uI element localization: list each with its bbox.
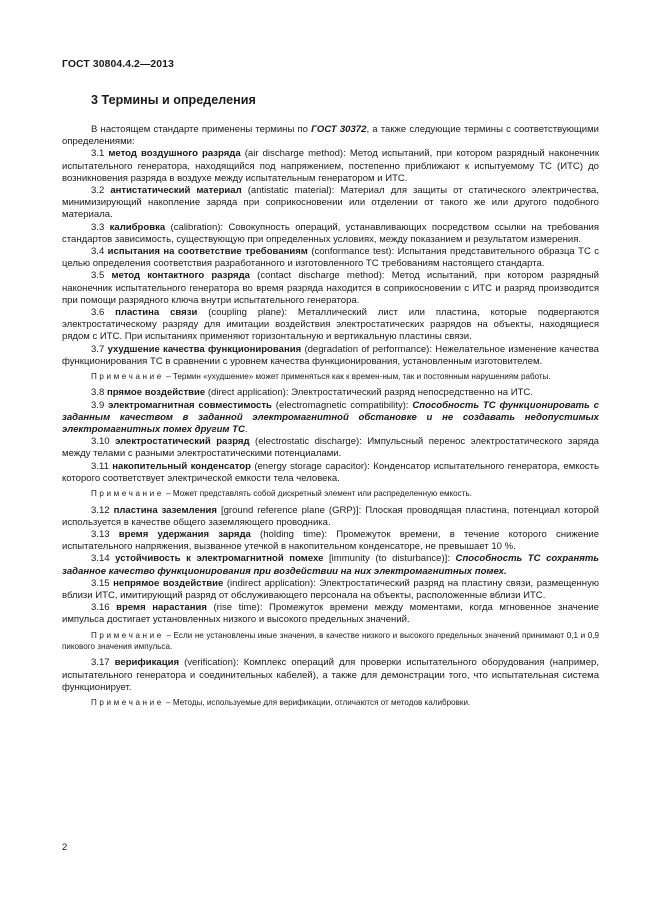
term-definition: [immunity (to disturbance)]: xyxy=(323,553,456,565)
term-number: 3.13 xyxy=(91,528,119,540)
term-name: метод контактного разряда xyxy=(111,270,250,282)
term-name: электромагнитная совместимость xyxy=(108,399,272,411)
term-number: 3.9 xyxy=(91,399,109,411)
note-4 xyxy=(62,697,599,708)
term-number: 3.14 xyxy=(91,553,116,565)
term-3-10 xyxy=(62,436,599,460)
term-definition: (rise time): Промежуток времени между моментами, когда мгновенное значение импульса достигает установленных низкого и высокого предельных значений. xyxy=(62,602,599,626)
term-definition: (indirect application): Электростатический разряд на пластину связи, размещенную вблизи ИТС, имитирующий разряд от обслуживающего персонала на объекты, расположенные вблизи ИТС. xyxy=(62,577,600,601)
term-3-17 xyxy=(62,657,599,694)
note-label: Примечание xyxy=(91,489,164,499)
term-name: пластина связи xyxy=(115,307,198,319)
term-number: 3.8 xyxy=(91,387,107,399)
intro-text-end: , а также следующие термины с соответствующими определениями: xyxy=(62,124,599,148)
section-title: 3 Термины и определения xyxy=(91,93,256,107)
term-definition: (calibration): Совокупность операций, устанавливающих посредством ссылки на требования стандартов зависимость, существующую при определенных условиях, между показанием и результатом измерения. xyxy=(62,221,599,245)
term-name: накопительный конденсатор xyxy=(112,460,251,472)
term-number: 3.15 xyxy=(91,577,114,589)
note-3 xyxy=(62,630,599,653)
term-emphasis: Способность ТС функционировать с заданным качеством в заданной электромагнитной обстановке и не создавать недопустимых электромагнитных помех другим ТС xyxy=(62,399,599,436)
intro-text: В настоящем стандарте применены термины по xyxy=(91,124,312,135)
term-number: 3.11 xyxy=(91,460,113,472)
term-definition: (antistatic material): Материал для защиты от статического электричества, минимизирующий накопление заряда при соприкосновении или отделении от такого же или другого подобного материала. xyxy=(62,185,599,221)
term-number: 3.17 xyxy=(91,657,115,669)
term-name: прямое воздействие xyxy=(106,387,206,399)
term-definition: (energy storage capacitor): Конденсатор испытательного генератора, емкость которого соответствует электрической емкости тела человека. xyxy=(62,460,599,484)
term-number: 3.5 xyxy=(91,270,112,282)
term-number: 3.2 xyxy=(91,185,111,197)
term-3-3 xyxy=(62,222,599,246)
term-number: 3.3 xyxy=(91,221,110,233)
note-text: – Если не установлены иные значения, в качестве низкого и высокого предельных значений принимают 0,1 и 0,9 пикового значения импульса. xyxy=(62,630,599,651)
term-name: верификация xyxy=(114,657,180,669)
term-3-13 xyxy=(62,529,599,553)
term-number: 3.7 xyxy=(91,343,108,355)
note-text: – Методы, используемые для верификации, отличаются от методов калибровки. xyxy=(163,697,471,707)
term-name: испытания на соответствие требованиям xyxy=(107,246,308,258)
term-number: 3.1 xyxy=(91,148,109,160)
term-definition: (degradation of performance): Нежелательное изменение качества функционирования ТС в сравнении с уровнем качества функционирования, установленным изготовителем. xyxy=(62,343,599,367)
term-emphasis: Способность ТС сохранять заданное качество функционирования при воздействии на них электромагнитных помех. xyxy=(62,553,600,577)
term-name: время удержания заряда xyxy=(118,528,251,540)
term-name: метод воздушного разряда xyxy=(108,148,241,160)
term-number: 3.4 xyxy=(91,246,108,258)
note-label: Примечание xyxy=(91,697,164,707)
term-3-4 xyxy=(62,246,599,270)
term-tail: . xyxy=(244,424,248,436)
term-definition: [ground reference plane (GRP)]: Плоская проводящая пластина, потенциал которой используется в качестве общего заземляющего проводника. xyxy=(62,504,599,528)
term-definition: (contact discharge method): Метод испытаний, при котором разрядный наконечник испытательного генератора во время разряда находится в соприкосновении с ИТС и разряд производится при помощи разрядного ключа внутри испытательного генератора. xyxy=(62,270,599,306)
term-number: 3.6 xyxy=(91,307,116,319)
page-number: 2 xyxy=(62,842,68,853)
term-number: 3.10 xyxy=(91,436,116,448)
term-3-12 xyxy=(62,505,599,529)
term-definition: (electromagnetic compatibility): xyxy=(271,399,413,411)
note-text: – Может представлять собой дискретный элемент или распределенную емкость. xyxy=(163,489,472,499)
term-name: электростатический разряд xyxy=(115,436,250,448)
term-definition: (conformance test): Испытания представительного образца ТС с целью определения соответствия разработанного и изготовленного ТС требованиям настоящего стандарта. xyxy=(62,246,600,270)
term-3-9 xyxy=(62,400,599,437)
intro-paragraph xyxy=(62,124,599,148)
section-body xyxy=(62,124,599,713)
term-3-6 xyxy=(62,307,599,344)
term-definition: (coupling plane): Металлический лист или пластина, которые подвергаются электростатическому разряду для имитации воздействия электростатических разрядов на объекты, находящиеся рядом с ИТС. При испытаниях применяют горизонтальную и вертикальную пластины связи. xyxy=(62,307,599,343)
term-name: пластина заземления xyxy=(113,504,217,516)
term-name: устойчивость к электромагнитной помехе xyxy=(115,553,324,565)
term-name: калибровка xyxy=(109,221,166,233)
term-3-11 xyxy=(62,461,599,485)
term-number: 3.16 xyxy=(91,602,117,614)
term-3-14 xyxy=(62,553,599,577)
term-3-8 xyxy=(62,387,599,399)
term-name: время нарастания xyxy=(116,602,207,614)
note-label: Примечание xyxy=(91,630,164,640)
term-3-16 xyxy=(62,602,599,626)
term-3-15 xyxy=(62,578,599,602)
term-name: антистатический материал xyxy=(110,185,242,197)
term-definition: (verification): Комплекс операций для проверки испытательного оборудования (например, испытательного генератора и соединительных кабелей), а также для демонстрации того, что испытательная система функционирует. xyxy=(62,657,599,693)
term-definition: (holding time): Промежуток времени, в течение которого снижение испытательного напряжения, вызванное утечкой в накопительном конденсаторе, не превышает 10 %. xyxy=(62,528,599,553)
note-1 xyxy=(62,371,599,382)
term-name: ухудшение качества функционирования xyxy=(107,343,302,355)
term-3-5 xyxy=(62,270,599,307)
term-definition: (air discharge method): Метод испытаний, при котором разрядный наконечник испытательного генератора, находящийся под напряжением, постепенно приближают к испытуемому ТС (ИТС) до возникновения разряда в воздухе между испытательным генератором и ИТС. xyxy=(62,148,599,184)
note-label: Примечание xyxy=(91,372,164,382)
term-number: 3.12 xyxy=(91,504,114,516)
running-header: ГОСТ 30804.4.2—2013 xyxy=(62,59,174,70)
term-name: непрямое воздействие xyxy=(113,577,224,589)
note-text: – Термин «ухудшение» может применяться как к времен-ным, так и постоянным нарушениям работы. xyxy=(163,372,551,382)
standard-reference: ГОСТ 30372 xyxy=(311,124,367,135)
term-definition: (direct application): Электростатический разряд непосредственно на ИТС. xyxy=(205,387,533,399)
term-3-1 xyxy=(62,148,599,185)
term-definition: (electrostatic discharge): Импульсный перенос электростатического заряда между телами с разными электростатическими потенциалами. xyxy=(62,436,599,460)
note-2 xyxy=(62,488,599,499)
term-3-7 xyxy=(62,344,599,368)
term-3-2 xyxy=(62,185,599,222)
